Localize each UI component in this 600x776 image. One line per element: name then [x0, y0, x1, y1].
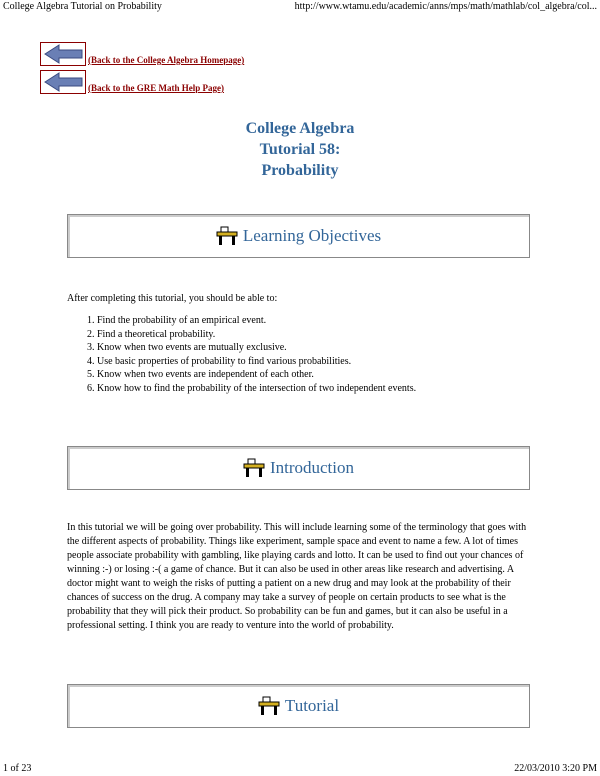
back-home-row[interactable]: [40, 42, 244, 66]
list-item: 1. Find the probability of an empirical event.: [97, 314, 567, 328]
objectives-header-box: [67, 214, 530, 258]
print-datetime: 22/03/2010 3:20 PM: [514, 763, 597, 774]
back-arrow-icon[interactable]: [40, 42, 86, 66]
introduction-heading: Introduction: [269, 458, 355, 477]
back-gre-row[interactable]: [40, 70, 224, 94]
objectives-list: [67, 314, 567, 395]
list-item: 3. Know when two events are mutually exclusive.: [97, 341, 567, 355]
introduction-text: In this tutorial we will be going over probability. This will include learning some of the terminology that goes with the different aspects of probability. Things like experiment, sample space and event to name a few. A lot of times people associate probability with gambling, like playing cards and lotto. It can be used to find out your chances of winning :-) or losing :-( a game of chance. But it can also be used in other areas like research and advertising. A doctor might want to weigh the risks of putting a patient on a new drug and may look at the probability of their chances of success on the drug. A company may take a survey of people on certain products to see what is the probability that they will pick their product. So probability can be fun and games, but it can also be useful in a professional setting. I think you are ready to venture into the world of probability.: [67, 522, 527, 631]
list-item: 6. Know how to find the probability of the intersection of two independent events.: [97, 382, 567, 396]
desk-icon: [216, 226, 240, 246]
tutorial-header-box: [67, 684, 530, 728]
desk-icon: [243, 458, 267, 478]
objectives-intro: After completing this tutorial, you should be able to:: [67, 293, 278, 304]
title-line-3: Probability: [261, 162, 339, 179]
page-title: [0, 118, 600, 181]
list-item: 5. Know when two events are independent of each other.: [97, 368, 567, 382]
back-arrow-icon[interactable]: [40, 70, 86, 94]
back-home-link[interactable]: (Back to the College Algebra Homepage): [88, 55, 245, 65]
tutorial-heading: Tutorial: [284, 696, 340, 715]
list-item: 2. Find a theoretical probability.: [97, 328, 567, 342]
objectives-heading: Learning Objectives: [242, 226, 382, 245]
introduction-header-box: [67, 446, 530, 490]
title-line-2: Tutorial 58:: [259, 141, 341, 158]
browser-url: http://www.wtamu.edu/academic/anns/mps/math/mathlab/col_algebra/col...: [294, 1, 597, 12]
desk-icon: [258, 696, 282, 716]
list-item: 4. Use basic properties of probability to find various probabilities.: [97, 355, 567, 369]
page-number: 1 of 23: [3, 763, 32, 774]
title-line-1: College Algebra: [245, 120, 355, 137]
back-gre-link[interactable]: (Back to the GRE Math Help Page): [88, 83, 224, 93]
browser-page-title: College Algebra Tutorial on Probability: [3, 1, 162, 12]
